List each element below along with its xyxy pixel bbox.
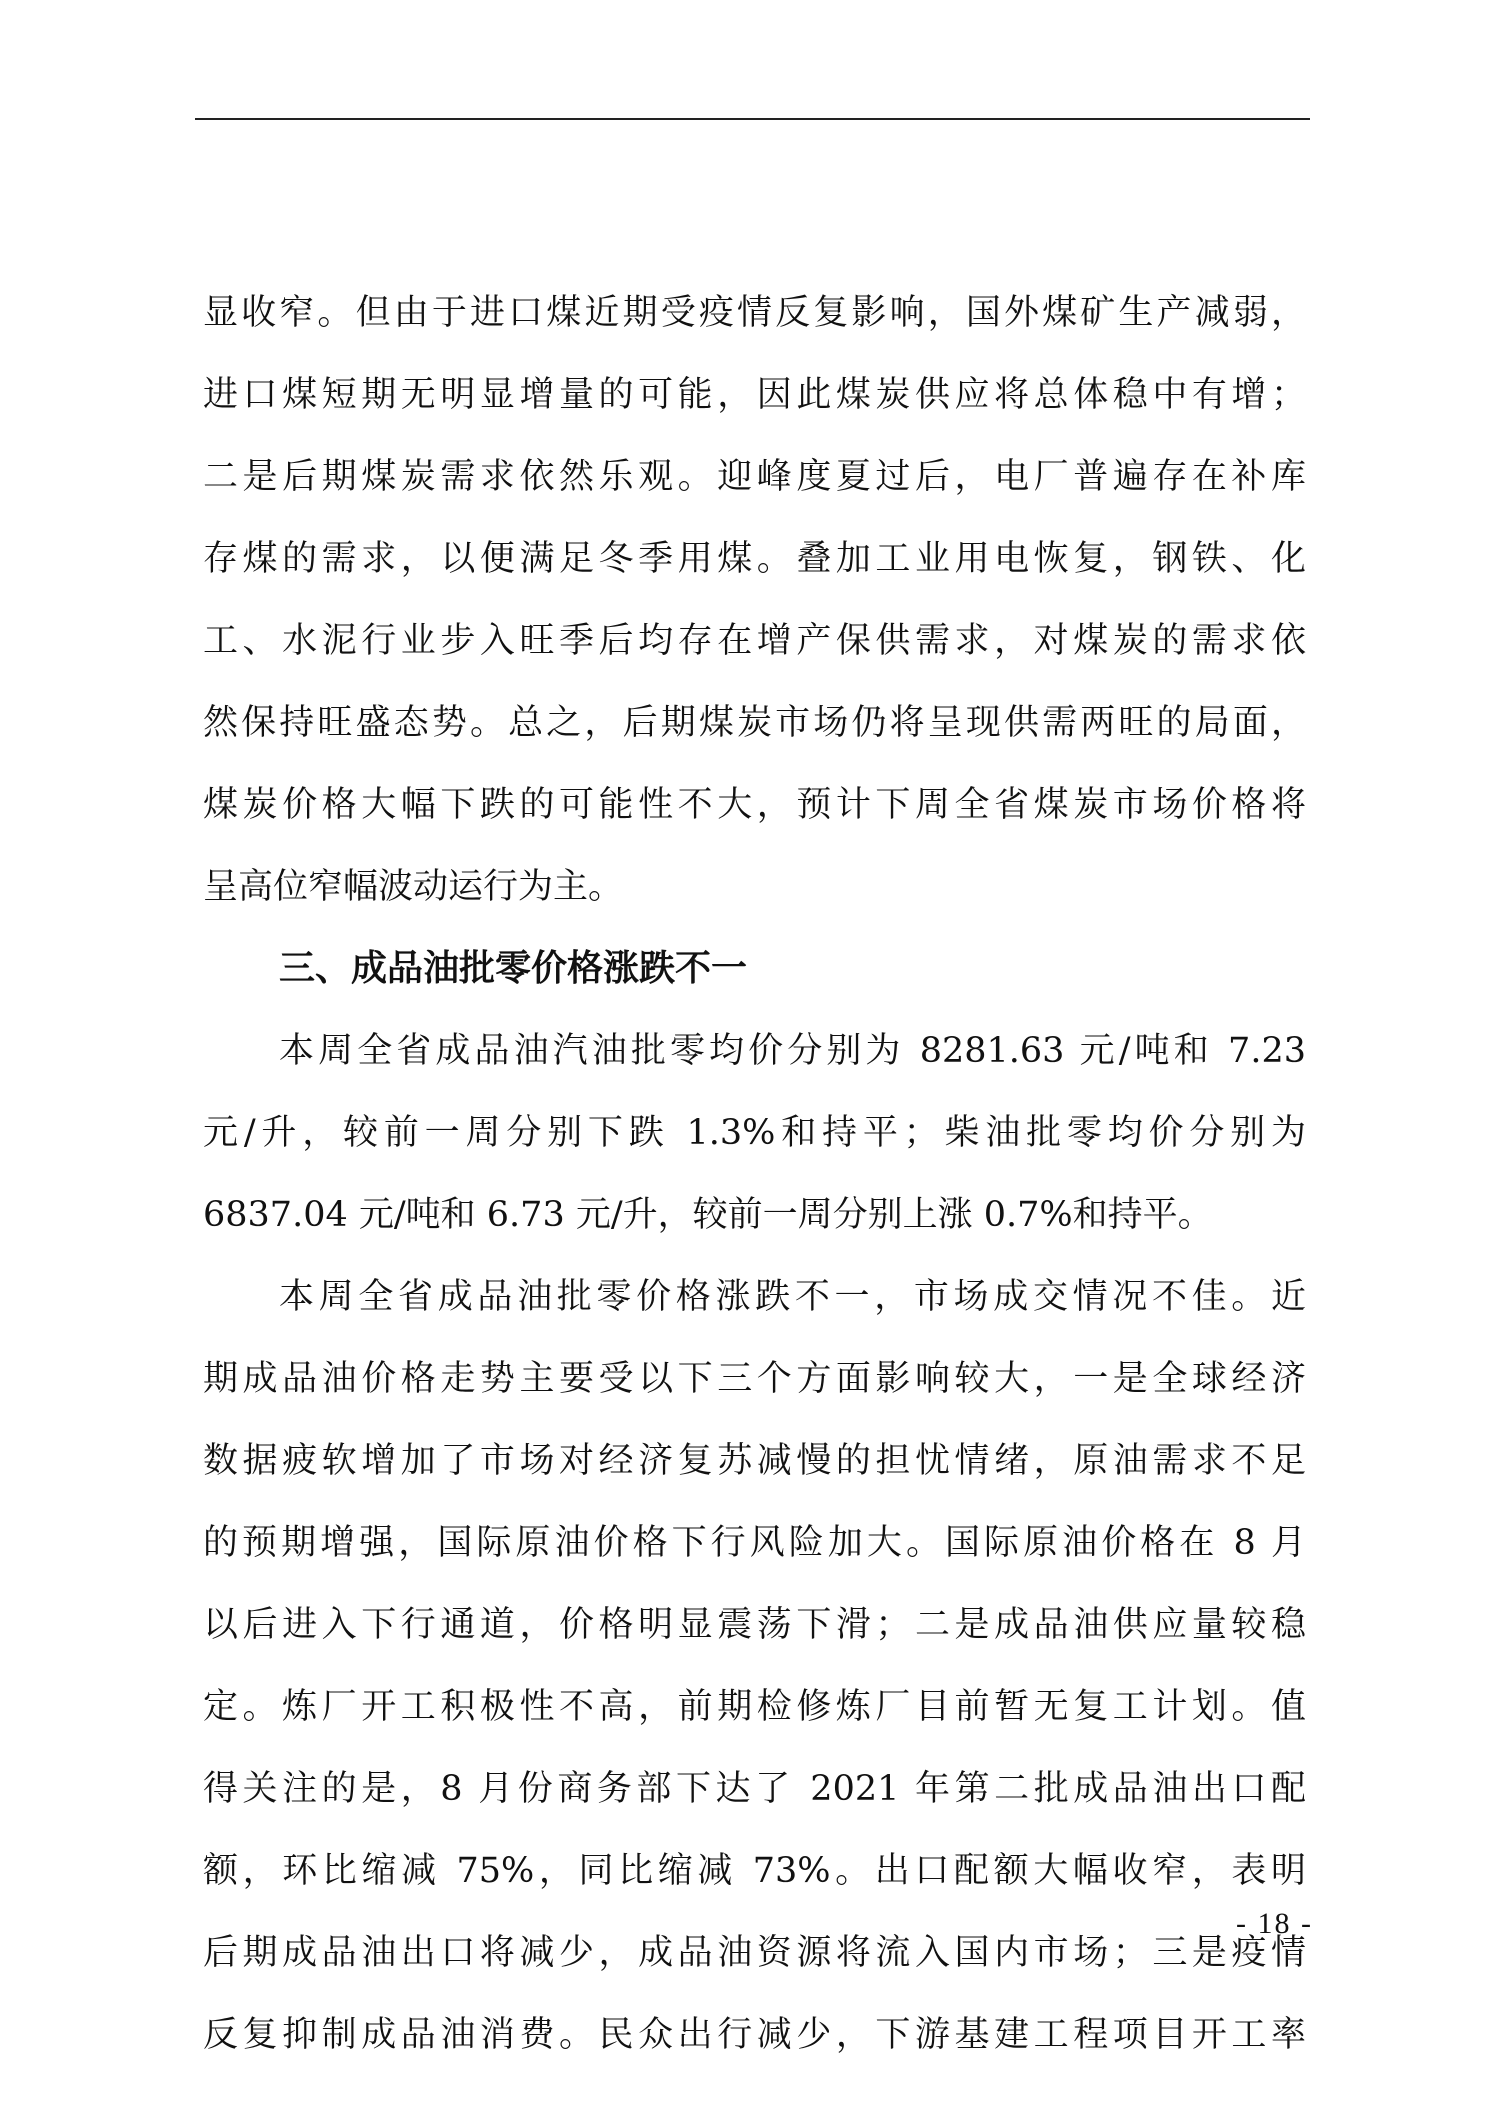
text-line: 呈高位窄幅波动运行为主。 xyxy=(203,867,624,907)
text-line: 后期成品油出口将减少，成品油资源将流入国内市场；三是疫情 xyxy=(203,1933,1306,1973)
text-line: 得关注的是，8 月份商务部下达了 2021 年第二批成品油出口配 xyxy=(203,1769,1306,1809)
paragraph-oil-analysis xyxy=(203,1256,1306,2076)
paragraph-oil-prices xyxy=(203,1010,1306,1256)
section-heading: 三、成品油批零价格涨跌不一 xyxy=(279,948,748,989)
text-line: 以后进入下行通道，价格明显震荡下滑；二是成品油供应量较稳 xyxy=(203,1605,1306,1645)
text-line: 二是后期煤炭需求依然乐观。迎峰度夏过后，电厂普遍存在补库 xyxy=(203,457,1306,497)
paragraph-coal-outlook xyxy=(203,272,1306,928)
text-line: 然保持旺盛态势。总之，后期煤炭市场仍将呈现供需两旺的局面， xyxy=(203,703,1306,743)
text-line: 6837.04 元/吨和 6.73 元/升，较前一周分别上涨 0.7%和持平。 xyxy=(203,1195,1213,1235)
text-line: 的预期增强，国际原油价格下行风险加大。国际原油价格在 8 月 xyxy=(203,1523,1306,1563)
document-body xyxy=(203,272,1306,2076)
text-line: 进口煤短期无明显增量的可能，因此煤炭供应将总体稳中有增； xyxy=(203,375,1306,415)
text-line: 定。炼厂开工积极性不高，前期检修炼厂目前暂无复工计划。值 xyxy=(203,1687,1306,1727)
text-line: 工、水泥行业步入旺季后均存在增产保供需求，对煤炭的需求依 xyxy=(203,621,1306,661)
page-number: - 18 - xyxy=(1236,1907,1313,1940)
text-line: 额，环比缩减 75%，同比缩减 73%。出口配额大幅收窄，表明 xyxy=(203,1851,1306,1891)
header-rule xyxy=(195,118,1310,120)
text-line: 期成品油价格走势主要受以下三个方面影响较大，一是全球经济 xyxy=(203,1359,1306,1399)
text-line: 煤炭价格大幅下跌的可能性不大，预计下周全省煤炭市场价格将 xyxy=(203,785,1306,825)
text-line: 本周全省成品油批零价格涨跌不一，市场成交情况不佳。近 xyxy=(279,1277,1306,1317)
text-line: 反复抑制成品油消费。民众出行减少，下游基建工程项目开工率 xyxy=(203,2015,1306,2055)
text-line: 数据疲软增加了市场对经济复苏减慢的担忧情绪，原油需求不足 xyxy=(203,1441,1306,1481)
text-line: 本周全省成品油汽油批零均价分别为 8281.63 元/吨和 7.23 xyxy=(279,1031,1306,1071)
text-line: 存煤的需求，以便满足冬季用煤。叠加工业用电恢复，钢铁、化 xyxy=(203,539,1306,579)
text-line: 元/升，较前一周分别下跌 1.3%和持平；柴油批零均价分别为 xyxy=(203,1113,1306,1153)
text-line: 显收窄。但由于进口煤近期受疫情反复影响，国外煤矿生产减弱， xyxy=(203,293,1306,333)
